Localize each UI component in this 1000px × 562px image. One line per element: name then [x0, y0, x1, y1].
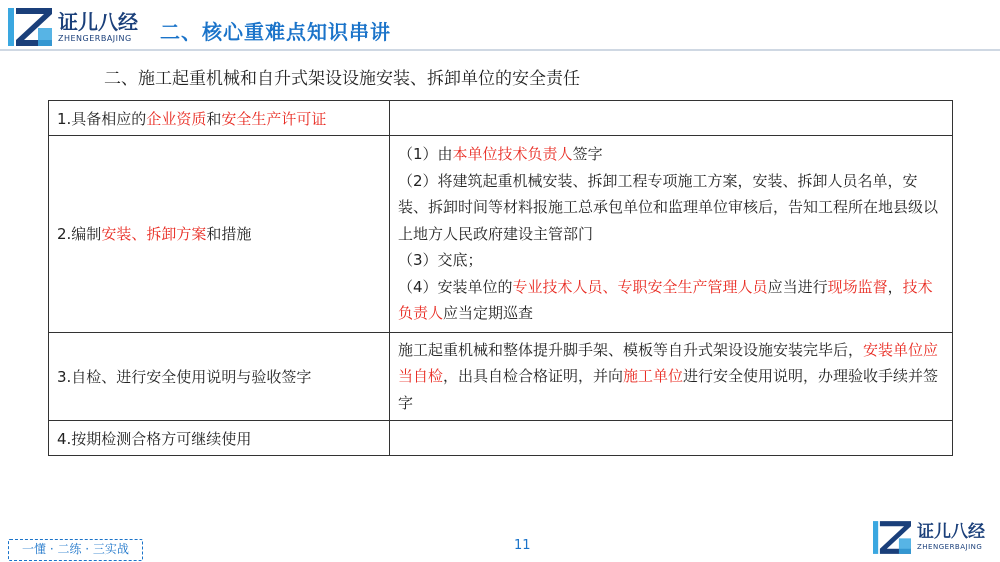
cell-text: 施工起重机械和整体提升脚手架、模板等自升式架设设施安装完毕后，	[398, 340, 864, 359]
row-2-left	[49, 136, 390, 333]
responsibility-table	[48, 100, 953, 456]
page-number: 11	[514, 538, 531, 553]
logo-z-icon	[8, 8, 52, 46]
row-4-left	[49, 421, 390, 456]
logo-cn-text: 证儿八经	[917, 522, 985, 542]
logo	[873, 521, 985, 554]
header-divider	[0, 49, 1000, 51]
row-2-right	[390, 136, 953, 333]
cell-text: 应当定期巡查	[443, 304, 534, 322]
cell-text: ，	[887, 277, 903, 296]
highlight-text: 企业资质	[146, 109, 207, 128]
cell-text: （4）安装单位的	[398, 277, 513, 296]
cell-text: ，出具自检合格证明，并向	[443, 367, 624, 385]
cell-text: （1）由	[398, 145, 453, 163]
cell-text: 应当进行	[767, 277, 828, 296]
highlight-text: 施工单位	[623, 367, 684, 385]
cell-text: 3.自检、进行安全使用说明与验收签字	[57, 367, 312, 386]
row-1-right	[390, 101, 953, 136]
logo-en-text: ZHENGERBAJING	[917, 543, 983, 551]
cell-text: 和	[206, 109, 222, 128]
highlight-text: 安全生产许可证	[221, 109, 327, 128]
highlight-text: 安装、拆卸方案	[101, 225, 207, 244]
highlight-text: 安装单位应当自检	[398, 340, 939, 385]
cell-text: （3）交底；	[398, 251, 483, 269]
row-4-right	[390, 421, 953, 456]
cell-text: （2）将建筑起重机械安装、拆卸工程专项施工方案，安装、拆卸人员名单，安装、拆卸时间等材料报施工总承包单位和监理单位审核后，告知工程所在地县级以上地方人民政府建设主管部门	[398, 171, 939, 243]
highlight-text: 现场监督	[827, 277, 888, 296]
slogan-badge: 一懂 · 二练 · 三实战	[8, 539, 143, 561]
cell-text: 和措施	[206, 225, 252, 244]
row-1-left	[49, 101, 390, 136]
cell-text: 2.编制	[57, 225, 102, 244]
cell-text: 签字	[572, 145, 603, 163]
table-row	[49, 101, 953, 136]
highlight-text: 专业技术人员、专职安全生产管理人员	[512, 277, 768, 296]
cell-text: 进行安全使用说明，办理验收手续并签字	[398, 367, 939, 412]
logo-cn-text: 证儿八经	[58, 9, 138, 34]
highlight-text: 技术负责人	[398, 277, 933, 322]
logo-z-icon	[873, 521, 911, 554]
table-row	[49, 136, 953, 333]
section-subtitle: 二、施工起重机械和自升式架设设施安装、拆卸单位的安全责任	[104, 69, 580, 89]
cell-text: 4.按期检测合格方可继续使用	[57, 429, 252, 448]
row-3-right	[390, 332, 953, 421]
logo-en-text: ZHENGERBAJING	[58, 33, 132, 43]
page-title: 二、核心重难点知识串讲	[160, 20, 391, 44]
logo	[8, 8, 138, 46]
cell-text: 1.具备相应的	[57, 109, 147, 128]
table-row	[49, 421, 953, 456]
table-row	[49, 332, 953, 421]
row-3-left	[49, 332, 390, 421]
highlight-text: 本单位技术负责人	[452, 145, 573, 163]
